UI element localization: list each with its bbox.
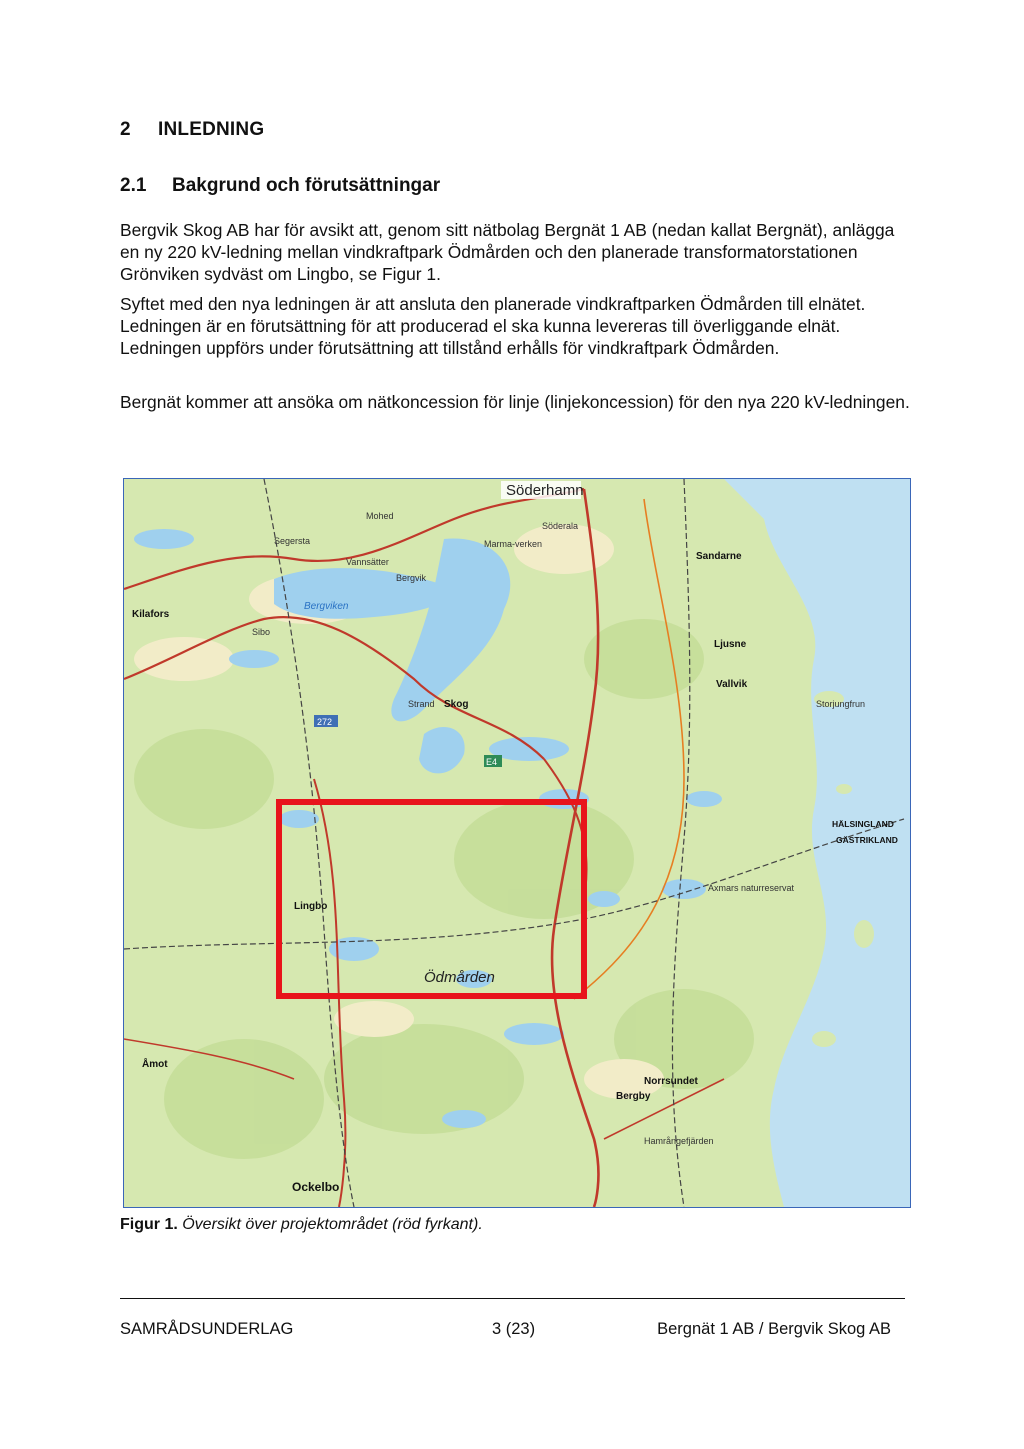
label-sandarne: Sandarne xyxy=(696,551,742,562)
label-axmars: Axmars naturreservat xyxy=(708,883,795,893)
label-segersta: Segersta xyxy=(274,536,311,546)
label-gastrikland: GÄSTRIKLAND xyxy=(836,835,898,845)
label-vallvik: Vallvik xyxy=(716,679,748,690)
caption-label: Figur 1. xyxy=(120,1216,178,1233)
label-kilafors: Kilafors xyxy=(132,609,170,620)
label-halsingland: HÄLSINGLAND xyxy=(832,819,894,829)
label-bergby: Bergby xyxy=(616,1091,651,1102)
label-bergviken: Bergviken xyxy=(304,601,349,612)
figure-caption xyxy=(120,1216,483,1234)
label-strand: Strand xyxy=(408,699,435,709)
overview-map xyxy=(123,478,911,1208)
section-number: 2 xyxy=(120,119,131,140)
section-heading xyxy=(120,119,264,141)
subsection-title: Bakgrund och förutsättningar xyxy=(172,175,441,196)
label-skog: Skog xyxy=(444,699,469,710)
map-canvas xyxy=(124,479,910,1207)
footer-organization: Bergnät 1 AB / Bergvik Skog AB xyxy=(657,1320,891,1338)
label-marmaverken: Marma-verken xyxy=(484,539,543,549)
paragraph-background: Bergvik Skog AB har för avsikt att, genom sitt nätbolag Bergnät 1 AB (nedan kallat Bergnät), anlägga en ny 220 kV-ledning mellan vindkraftpark Ödmården och den planerade transformatorstationen Grönviken sydväst om Lingbo, se Figur 1. xyxy=(120,220,895,284)
subsection-number: 2.1 xyxy=(120,175,147,196)
label-vannsatter: Vannsätter xyxy=(346,557,389,567)
label-ljusne: Ljusne xyxy=(714,639,747,650)
label-sibo: Sibo xyxy=(252,627,271,637)
label-lingbo: Lingbo xyxy=(294,901,328,912)
footer-page-number: 3 (23) xyxy=(492,1320,536,1338)
subsection-heading xyxy=(120,175,440,197)
paragraph-concession: Bergnät kommer att ansöka om nätkoncession för linje (linjekoncession) för den nya 220 kV-ledningen. xyxy=(120,392,910,412)
label-norrsundet: Norrsundet xyxy=(644,1076,698,1087)
label-soderala: Söderala xyxy=(542,521,579,531)
paragraph-purpose: Syftet med den nya ledningen är att ansluta den planerade vindkraftparken Ödmården till elnätet. Ledningen är en förutsättning för att producerad el ska kunna levereras till överliggande elnät. Ledningen uppförs under förutsättning att tillstånd erhålls för vindkraftpark Ödmården. xyxy=(120,294,866,358)
label-storjungfrun: Storjungfrun xyxy=(816,699,866,709)
label-hamrangefjarden: Hamrångefjärden xyxy=(644,1136,714,1146)
road-272: 272 xyxy=(317,717,333,727)
label-amot: Åmot xyxy=(142,1059,168,1070)
footer-document-type: SAMRÅDSUNDERLAG xyxy=(120,1320,294,1338)
caption-text: Översikt över projektområdet (röd fyrkant). xyxy=(182,1216,483,1233)
label-odmarden: Ödmården xyxy=(424,969,495,986)
label-soderhamn: Söderhamn xyxy=(506,482,584,499)
road-e4: E4 xyxy=(486,757,498,767)
label-ockelbo: Ockelbo xyxy=(292,1180,340,1194)
label-mohed: Mohed xyxy=(366,511,394,521)
section-title: INLEDNING xyxy=(158,119,265,140)
footer-rule xyxy=(120,1298,905,1299)
label-bergvik: Bergvik xyxy=(396,573,427,583)
